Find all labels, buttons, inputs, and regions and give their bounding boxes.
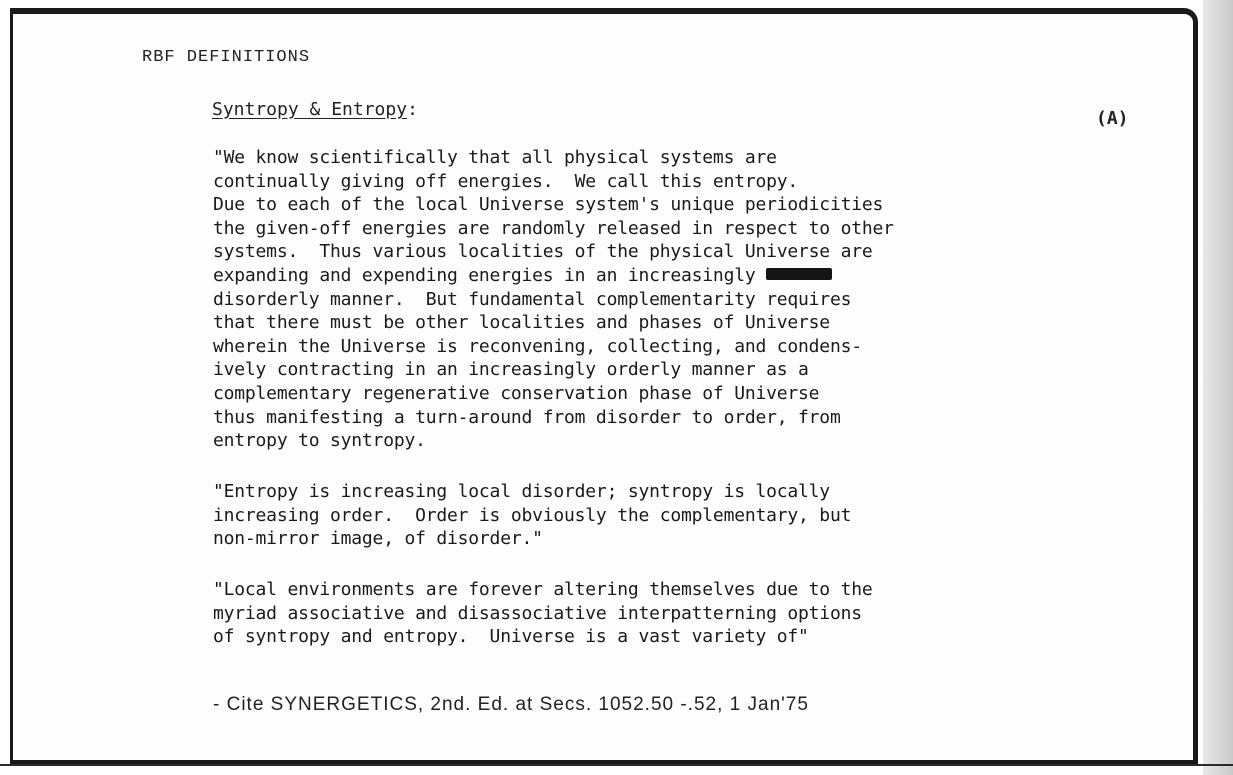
bottom-rule [0, 764, 1233, 766]
p3-line-2: myriad associative and disassociative interpatterning options [213, 602, 862, 624]
citation: - Cite SYNERGETICS, 2nd. Ed. at Secs. 1052.50 -.52, 1 Jan'75 [213, 694, 809, 715]
p1-line-2: continually giving off energies. We call this entropy. [213, 170, 799, 192]
quote-paragraph-1 [213, 146, 894, 453]
p1-line-11: complementary regenerative conservation phase of Universe [213, 382, 820, 404]
p1-line-13: entropy to syntropy. [213, 430, 426, 452]
p1-line-9: wherein the Universe is reconvening, collecting, and condens- [213, 335, 862, 357]
section-tag: (A) [1096, 108, 1129, 129]
definition-title-text: Syntropy & Entropy [212, 99, 408, 120]
definition-title [212, 99, 418, 120]
p3-line-1: "Local environments are forever altering themselves due to the [213, 579, 873, 600]
p3-line-3: of syntropy and entropy. Universe is a vast variety of" [213, 626, 809, 648]
p1-line-7: disorderly manner. But fundamental complementarity requires [213, 288, 852, 310]
quote-paragraph-3 [213, 578, 873, 649]
p1-line-8: that there must be other localities and phases of Universe [213, 312, 830, 334]
p1-line-10: ively contracting in an increasingly orderly manner as a [213, 359, 809, 381]
p2-line-2: increasing order. Order is obviously the complementary, but [213, 504, 852, 526]
p1-line-12: thus manifesting a turn-around from disorder to order, from [213, 406, 841, 428]
p2-line-1: "Entropy is increasing local disorder; syntropy is locally [213, 481, 830, 502]
page-edge-shadow [1203, 0, 1233, 775]
definition-title-colon: : [407, 99, 418, 120]
p1-line-6: expanding and expending energies in an increasingly [213, 264, 767, 286]
p1-line-3: Due to each of the local Universe system's unique periodicities [213, 194, 884, 216]
p2-line-3: non-mirror image, of disorder." [213, 528, 543, 550]
document-heading: RBF DEFINITIONS [142, 48, 311, 67]
p1-line-4: the given-off energies are randomly released in respect to other [213, 217, 894, 239]
p1-line-5: systems. Thus various localities of the physical Universe are [213, 241, 873, 263]
redaction-mark [766, 268, 832, 280]
quote-paragraph-2 [213, 480, 851, 551]
p1-line-1: "We know scientifically that all physical systems are [213, 147, 777, 168]
